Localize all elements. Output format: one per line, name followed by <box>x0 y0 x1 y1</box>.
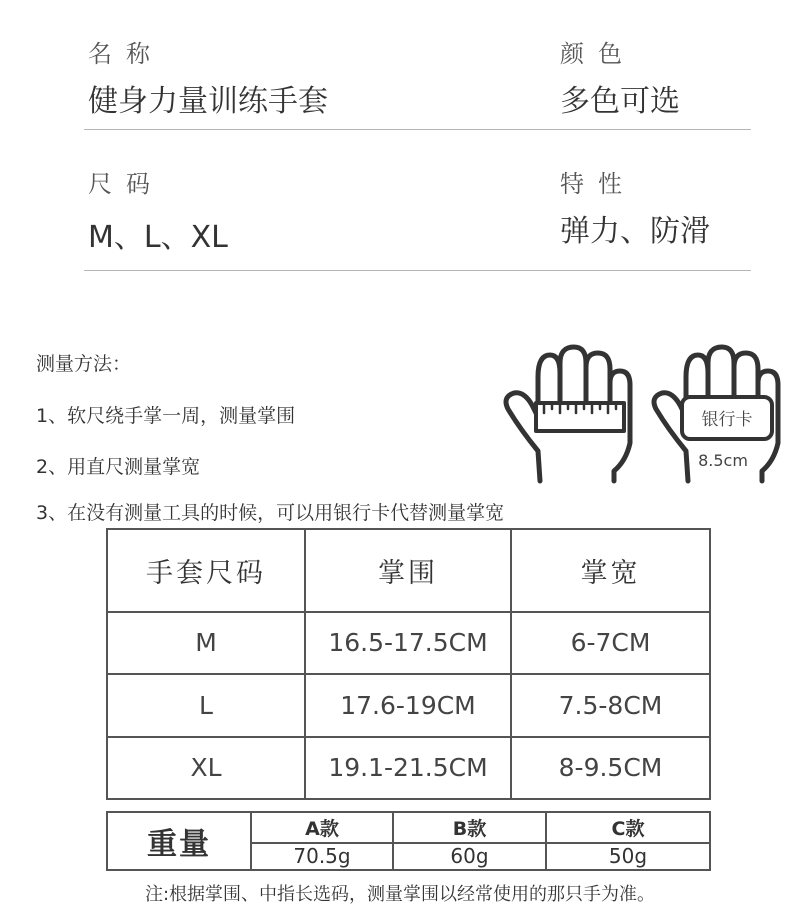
hand-tape-measure-icon <box>506 347 630 481</box>
circumference-cell: 19.1-21.5CM <box>305 737 511 799</box>
hand-icons <box>498 343 788 493</box>
header-glove-size: 手套尺码 <box>107 529 305 612</box>
size-cell: XL <box>107 737 305 799</box>
table-row <box>107 612 710 674</box>
weight-header-b: B款 <box>393 812 546 843</box>
weight-value-a: 70.5g <box>251 843 393 870</box>
weight-value-b: 60g <box>393 843 546 870</box>
width-cell: 7.5-8CM <box>511 674 710 736</box>
divider-1 <box>84 129 751 130</box>
feature-value: 弹力、防滑 <box>560 214 710 249</box>
name-value: 健身力量训练手套 <box>88 84 328 119</box>
weight-header-a: A款 <box>251 812 393 843</box>
name-label: 名称 <box>88 40 164 68</box>
divider-2 <box>84 270 751 271</box>
size-table-header <box>107 529 710 612</box>
circumference-cell: 16.5-17.5CM <box>305 612 511 674</box>
measure-step-1: 1、软尺绕手掌一周，测量掌围 <box>36 405 296 427</box>
feature-label: 特性 <box>560 170 636 198</box>
weight-label: 重量 <box>107 812 251 870</box>
measure-step-3: 3、在没有测量工具的时候，可以用银行卡代替测量掌宽 <box>36 502 505 524</box>
color-label: 颜色 <box>560 40 636 68</box>
measure-step-2: 2、用直尺测量掌宽 <box>36 456 201 478</box>
header-palm-circumference: 掌围 <box>305 529 511 612</box>
width-cell: 6-7CM <box>511 612 710 674</box>
size-cell: M <box>107 612 305 674</box>
size-label: 尺码 <box>88 170 164 198</box>
size-table <box>106 528 711 800</box>
measure-title: 测量方法： <box>36 353 132 375</box>
size-value: M、L、XL <box>88 220 228 255</box>
width-cell: 8-9.5CM <box>511 737 710 799</box>
header-palm-width: 掌宽 <box>511 529 710 612</box>
size-cell: L <box>107 674 305 736</box>
hand-bank-card-icon <box>654 347 778 481</box>
color-value: 多色可选 <box>560 84 680 119</box>
size-note: 注:根据掌围、中指长选码，测量掌围以经常使用的那只手为准。 <box>144 884 656 905</box>
weight-header-c: C款 <box>546 812 710 843</box>
card-width: 8.5cm <box>698 451 748 470</box>
weight-header-row <box>107 812 710 843</box>
weight-table <box>106 811 711 871</box>
table-row <box>107 737 710 799</box>
weight-value-c: 50g <box>546 843 710 870</box>
circumference-cell: 17.6-19CM <box>305 674 511 736</box>
card-label: 银行卡 <box>701 410 753 430</box>
table-row <box>107 674 710 736</box>
